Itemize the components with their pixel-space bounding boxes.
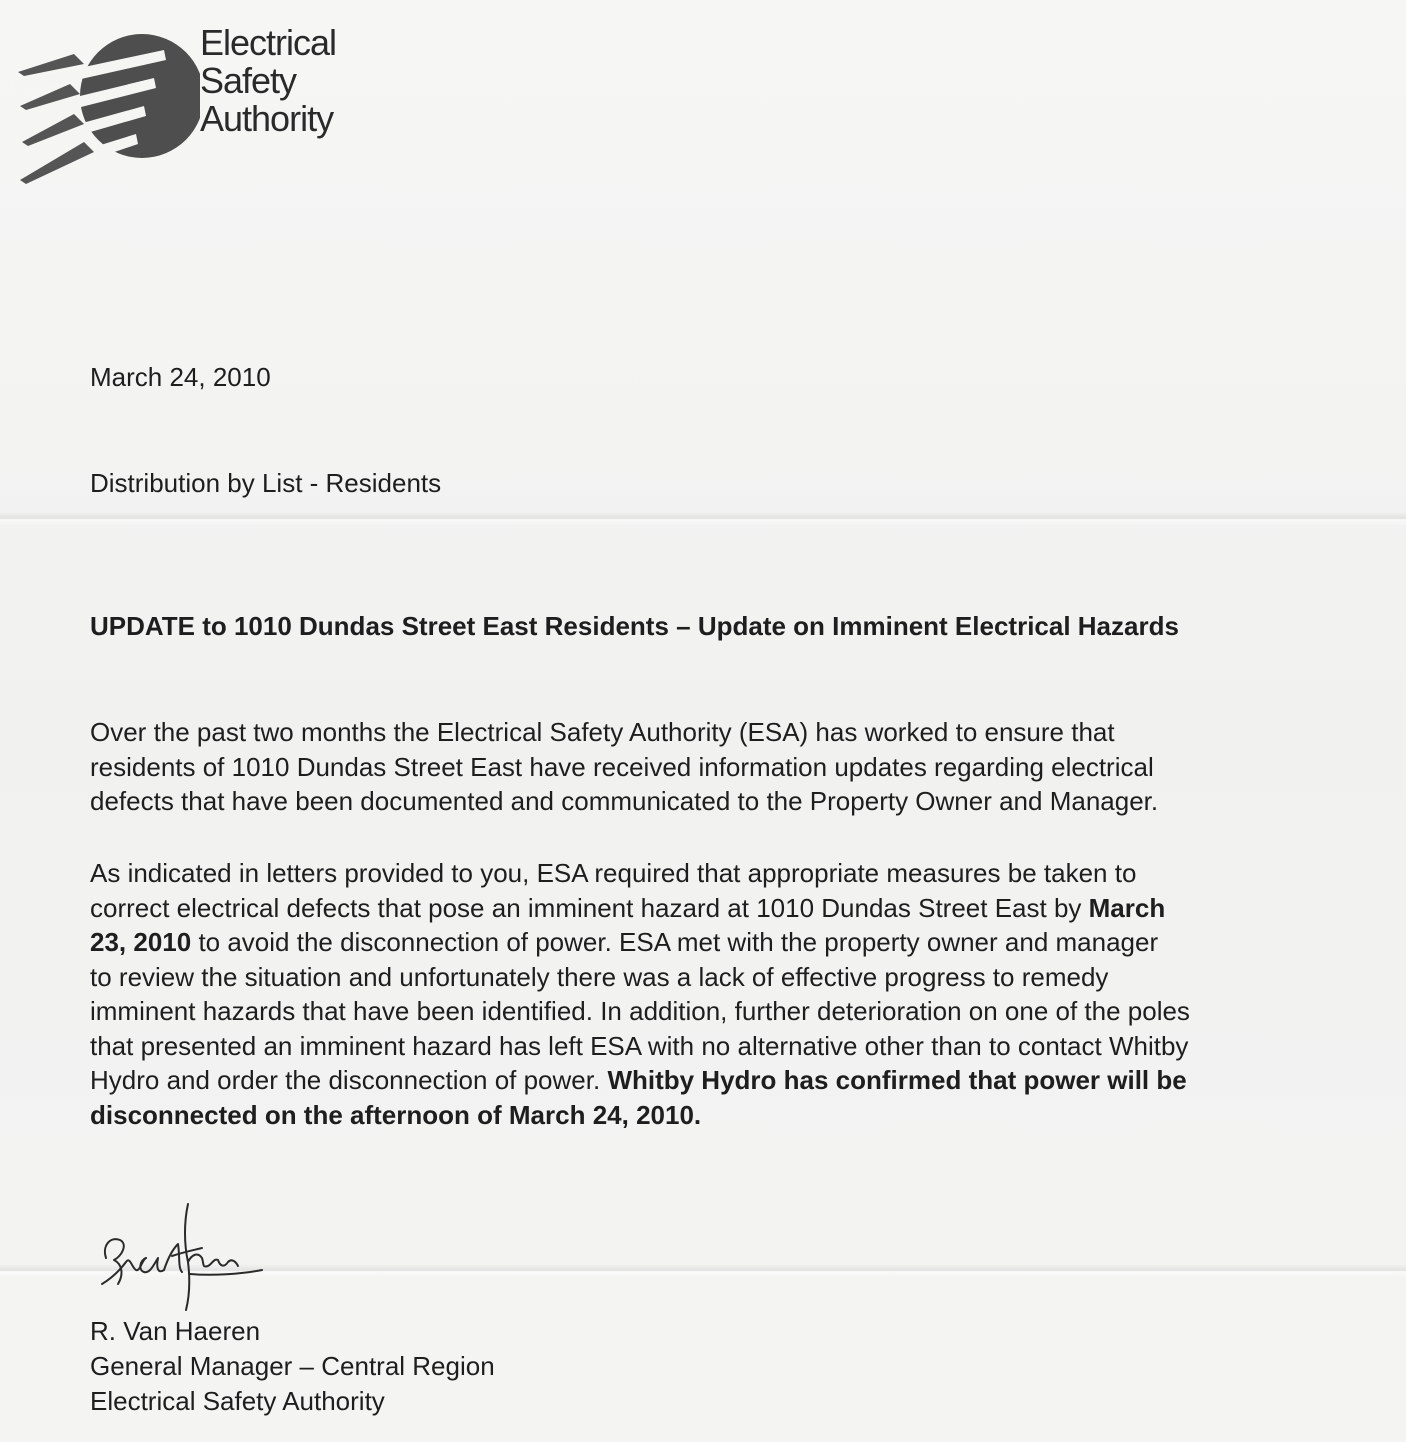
paragraph-2-line: As indicated in letters provided to you, ESA required that appropriate measures be taken to [90, 858, 1137, 888]
paragraph-2-line [90, 891, 1190, 926]
paragraph-2-line: to review the situation and unfortunately there was a lack of effective progress to remedy [90, 961, 1109, 992]
paragraph-2-line: that presented an imminent hazard has left ESA with no alternative other than to contact Whitby [90, 1030, 1189, 1061]
text-run: Hydro and order the disconnection of power. [90, 1065, 608, 1095]
paragraph-1 [90, 715, 1158, 819]
paper-fold-upper [0, 512, 1406, 526]
signatory-name: R. Van Haeren [90, 1316, 261, 1346]
logo-word-safety: Safety [200, 60, 297, 101]
esa-swoosh-logo-icon [14, 20, 200, 186]
disconnection-notice-bold: Whitby Hydro has confirmed that power will be [607, 1065, 1187, 1095]
paragraph-2 [90, 856, 1190, 1132]
org-logo-wordmark [200, 24, 336, 138]
deadline-bold: March [1088, 892, 1166, 923]
paragraph-2-line [90, 925, 1190, 960]
paragraph-1-line: residents of 1010 Dundas Street East have received information updates regarding electrical [90, 751, 1154, 782]
letter-date: March 24, 2010 [90, 362, 271, 392]
logo-word-authority: Authority [200, 98, 334, 139]
handwritten-signature-icon [92, 1198, 272, 1318]
deadline-bold-cont: 23, 2010 [90, 927, 192, 957]
text-run: to avoid the disconnection of power. ESA met with the property owner and manager [191, 927, 1159, 957]
letter-subject: UPDATE to 1010 Dundas Street East Residents – Update on Imminent Electrical Hazards [90, 611, 1179, 641]
paragraph-2-line [90, 1098, 1190, 1133]
distribution-line: Distribution by List - Residents [90, 468, 442, 498]
paragraph-1-line: Over the past two months the Electrical Safety Authority (ESA) has worked to ensure that [90, 717, 1115, 747]
disconnection-notice-bold-cont: disconnected on the afternoon of March 24, 2010. [90, 1099, 702, 1130]
text-run: correct electrical defects that pose an imminent hazard at 1010 Dundas Street East by [90, 892, 1089, 923]
signatory-title: General Manager – Central Region [90, 1351, 495, 1381]
logo-word-electrical: Electrical [200, 22, 337, 63]
signatory-organization: Electrical Safety Authority [90, 1386, 385, 1416]
signature-block [90, 1314, 495, 1419]
paragraph-2-line [90, 1063, 1190, 1098]
paragraph-2-line: imminent hazards that have been identified. In addition, further deterioration on one of the poles [90, 996, 1190, 1026]
paragraph-1-line: defects that have been documented and communicated to the Property Owner and Manager. [90, 786, 1159, 816]
